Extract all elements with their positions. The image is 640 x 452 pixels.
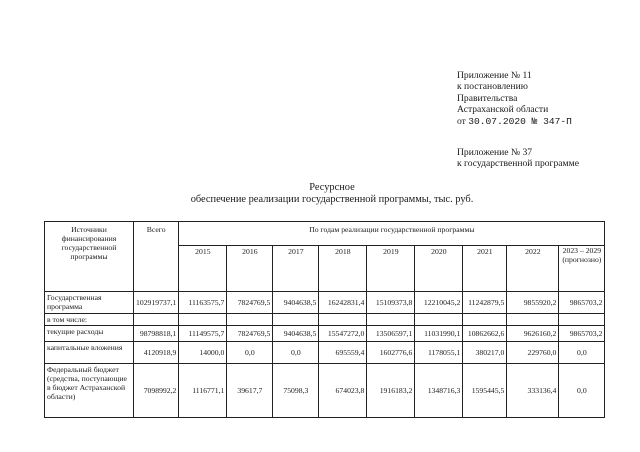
cell-value: 1602776,6 [367, 342, 415, 364]
cell-value: 1178055,1 [415, 342, 463, 364]
cell-value: 11031990,1 [415, 326, 463, 342]
row-label: в том числе: [45, 314, 134, 326]
cell-value: 9865703,2 [559, 292, 605, 314]
cell-value: 15547272,0 [319, 326, 367, 342]
cell-value: 9404638,5 [273, 326, 319, 342]
appendix-11-title: Приложение № 11 [457, 70, 532, 81]
header-source: Источники финансирования государственной программы [45, 222, 134, 292]
cell-value [273, 314, 319, 326]
row-label: Федеральный бюджет (средства, поступающие в бюджет Астраханской области) [45, 364, 134, 418]
cell-value [179, 314, 227, 326]
cell-value: 11149575,7 [179, 326, 227, 342]
appendix-37-ref: к государственной программе [457, 158, 579, 170]
cell-value: 1595445,5 [463, 364, 507, 418]
cell-value: 0,0 [273, 342, 319, 364]
document-title: Ресурсное [309, 182, 355, 193]
table-row [45, 292, 605, 314]
table-row [45, 364, 605, 418]
appendix-11-block [457, 70, 572, 127]
cell-value: 11163575,7 [179, 292, 227, 314]
row-total: 98798818,1 [134, 326, 179, 342]
year-header: 2018 [319, 246, 367, 292]
cell-value: 9626160,2 [507, 326, 559, 342]
year-header: 2015 [179, 246, 227, 292]
appendix-11-authority: Правительства [457, 92, 518, 104]
cell-value: 1916183,2 [367, 364, 415, 418]
cell-value: 380217,0 [463, 342, 507, 364]
cell-value: 13506597,1 [367, 326, 415, 342]
table-row [45, 314, 605, 326]
row-label: Государственная программа [45, 292, 134, 314]
cell-value [367, 314, 415, 326]
table-row [45, 342, 605, 364]
cell-value [559, 314, 605, 326]
cell-value: 11242879,5 [463, 292, 507, 314]
row-label: капитальные вложения [45, 342, 134, 364]
cell-value: 12210045,2 [415, 292, 463, 314]
appendix-11-region: Астраханской области [457, 104, 549, 116]
cell-value [507, 314, 559, 326]
header-total: Всего [134, 222, 179, 292]
cell-value [227, 314, 273, 326]
cell-value: 14000,0 [179, 342, 227, 364]
appendix-11-date-line [457, 116, 572, 127]
appendix-37-title: Приложение № 37 [457, 147, 533, 158]
year-header: 2019 [367, 246, 415, 292]
cell-value: 7824769,5 [227, 326, 273, 342]
year-header-forecast: 2023 – 2029 (прогнозно) [559, 246, 605, 292]
cell-value: 9855920,2 [507, 292, 559, 314]
cell-value: 9865703,2 [559, 326, 605, 342]
appendix-11-date-prefix: от [457, 115, 466, 127]
cell-value: 7824769,5 [227, 292, 273, 314]
row-total [134, 314, 179, 326]
cell-value: 695559,4 [319, 342, 367, 364]
cell-value: 39617,7 [227, 364, 273, 418]
document-subtitle: обеспечение реализации государственной программы, тыс. руб. [190, 194, 474, 205]
cell-value: 1348716,3 [415, 364, 463, 418]
row-total: 7098992,2 [134, 364, 179, 418]
cell-value: 229760,0 [507, 342, 559, 364]
cell-value: 674023,8 [319, 364, 367, 418]
cell-value: 10862662,6 [463, 326, 507, 342]
appendix-37-block [457, 147, 579, 170]
cell-value [415, 314, 463, 326]
year-header: 2016 [227, 246, 273, 292]
row-label: текущие расходы [45, 326, 134, 342]
cell-value: 9404638,5 [273, 292, 319, 314]
year-header: 2020 [415, 246, 463, 292]
cell-value: 0,0 [227, 342, 273, 364]
cell-value: 16242831,4 [319, 292, 367, 314]
cell-value: 333136,4 [507, 364, 559, 418]
cell-value [319, 314, 367, 326]
year-header: 2017 [273, 246, 319, 292]
row-total: 4120918,9 [134, 342, 179, 364]
cell-value: 1116771,1 [179, 364, 227, 418]
cell-value [463, 314, 507, 326]
cell-value: 0,0 [559, 364, 605, 418]
cell-value: 75098,3 [273, 364, 319, 418]
header-years: По годам реализации государственной программы [179, 222, 605, 246]
appendix-11-ref: к постановлению [457, 81, 528, 93]
resource-table [44, 221, 605, 418]
table-row [45, 326, 605, 342]
year-header: 2022 [507, 246, 559, 292]
cell-value: 15109373,8 [367, 292, 415, 314]
decree-number: 30.07.2020 № 347-П [468, 115, 572, 127]
row-total: 102919737,1 [134, 292, 179, 314]
cell-value: 0,0 [559, 342, 605, 364]
year-header: 2021 [463, 246, 507, 292]
